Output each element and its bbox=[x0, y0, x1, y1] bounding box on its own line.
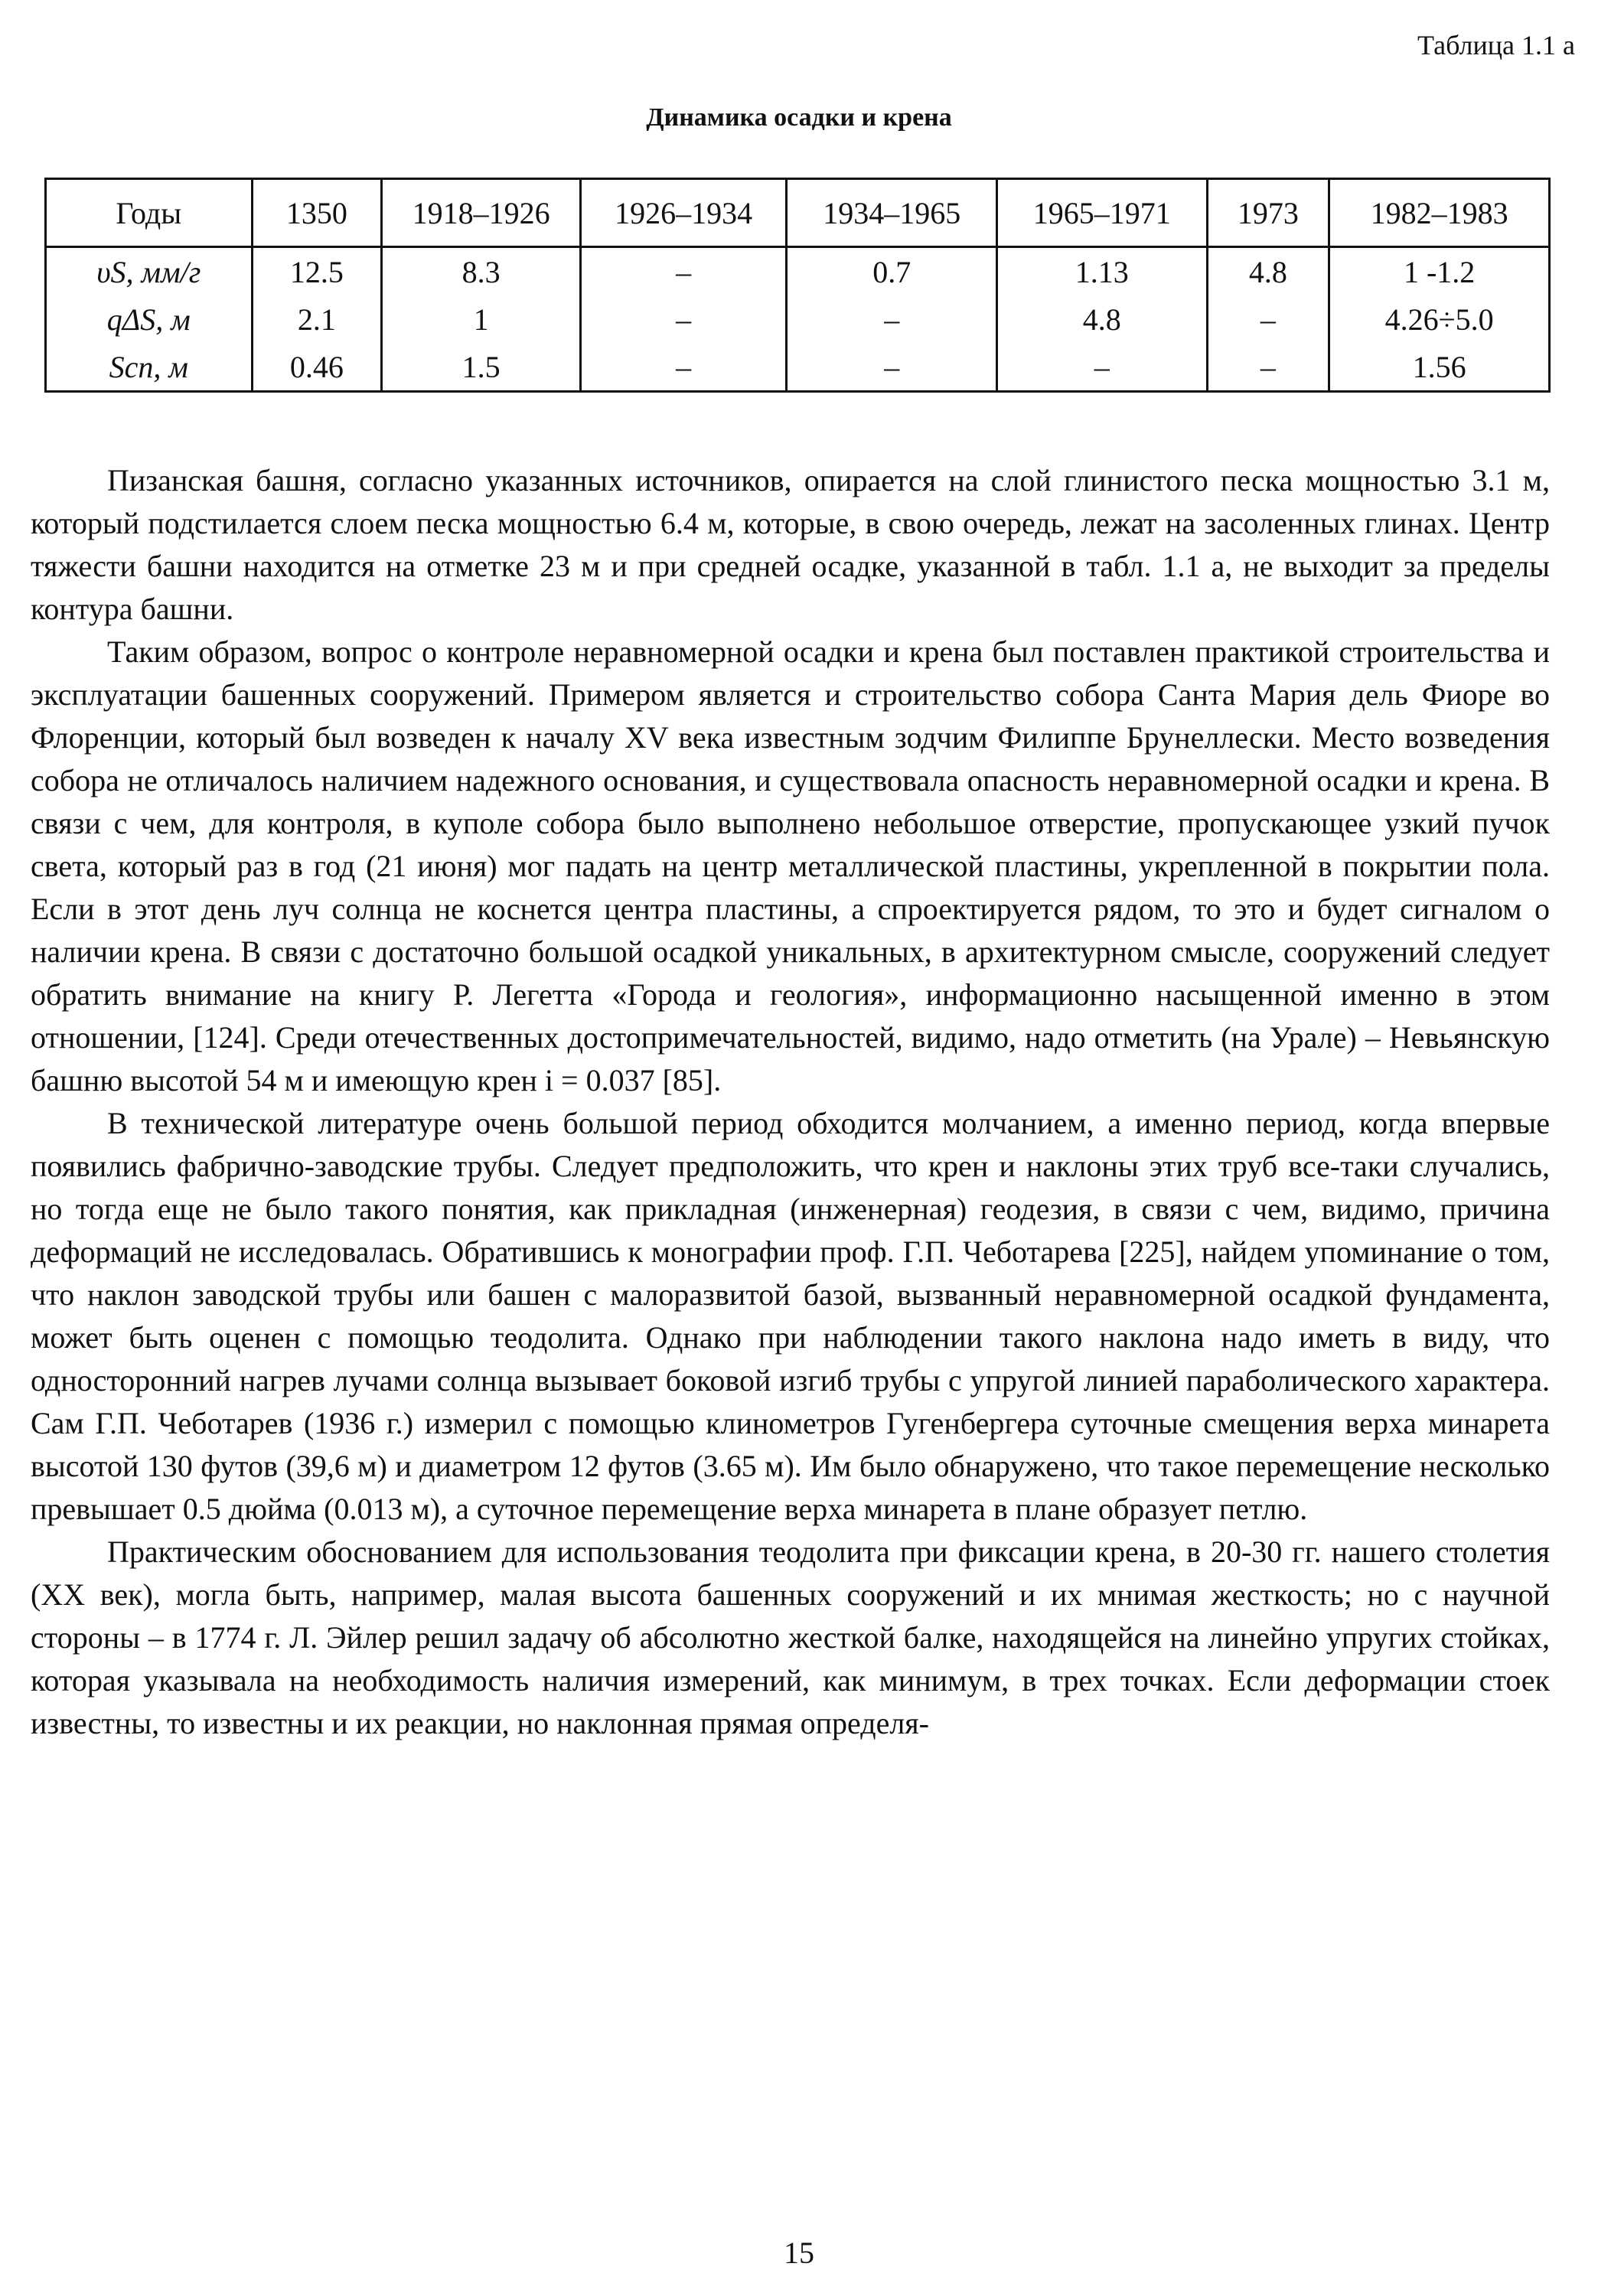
table-cell: 4.26÷5.0 bbox=[1329, 295, 1550, 343]
table-cell: 1.13 bbox=[996, 247, 1207, 296]
table-cell: 4.8 bbox=[1207, 247, 1329, 296]
paragraph: Пизанская башня, согласно указанных источников, опирается на слой глинистого песка мощностью 3.1 м, который подстилается слоем песка мощностью 6.4 м, которые, в свою очередь, лежат на засоленных глинах. Центр тяжести башни находится на отметке 23 м и при средней осадке, указанной в табл. 1.1 а, не выходит за пределы контура башни. bbox=[31, 463, 1550, 626]
paragraph: В технической литературе очень большой период обходится молчанием, а именно период, когда впервые появились фабрично-заводские трубы. Следует предположить, что крен и наклоны этих труб все-таки случались, но тогда еще не было такого понятия, как прикладная (инженерная) геодезия, в связи с чем, видимо, причина деформаций не исследовалась. Обратившись к монографии проф. Г.П. Чеботарева [225], найдем упоминание о том, что наклон заводской трубы или башен с малоразвитой базой, вызванный неравномерной осадкой фундамента, может быть оценен с помощью теодолита. Однако при наблюдении такого наклона надо иметь в виду, что односторонний нагрев лучами солнца вызывает боковой изгиб трубы с упругой линией параболического характера. Сам Г.П. Чеботарев (1936 г.) измерил с помощью клинометров Гугенбергера суточные смещения верха минарета высотой 130 футов (39,6 м) и диаметром 12 футов (3.65 м). Им было обнаружено, что такое перемещение несколько превышает 0.5 дюйма (0.013 м), а суточное перемещение верха минарета в плане образует петлю. bbox=[31, 1106, 1550, 1526]
table-cell: 1 -1.2 bbox=[1329, 247, 1550, 296]
page-number: 15 bbox=[784, 2236, 814, 2270]
table-title: Динамика осадки и крена bbox=[646, 103, 952, 132]
table-label: Таблица 1.1 а bbox=[1417, 30, 1575, 60]
table-cell: 0.46 bbox=[252, 343, 382, 392]
table-cell: 1.5 bbox=[382, 343, 581, 392]
table-row bbox=[46, 295, 1550, 343]
table-cell: – bbox=[996, 343, 1207, 392]
header-cell: 1918–1926 bbox=[382, 179, 581, 247]
table-cell: – bbox=[787, 343, 997, 392]
table-cell: 12.5 bbox=[252, 247, 382, 296]
header-cell: 1982–1983 bbox=[1329, 179, 1550, 247]
table-cell: 4.8 bbox=[996, 295, 1207, 343]
paragraph: Практическим обоснованием для использования теодолита при фиксации крена, в 20-30 гг. нашего столетия (XX век), могла быть, например, малая высота башенных сооружений и их мнимая жесткость; но с научной стороны – в 1774 г. Л. Эйлер решил задачу об абсолютно жесткой балке, находящейся на линейно упругих стойках, которая указывала на необходимость наличия измерений, как минимум, в трех точках. Если деформации стоек известны, то известны и их реакции, но наклонная прямая определя- bbox=[31, 1534, 1550, 1740]
table-cell: 8.3 bbox=[382, 247, 581, 296]
row-label: Sсп, м bbox=[46, 343, 253, 392]
table-cell: – bbox=[580, 247, 787, 296]
header-cell: 1926–1934 bbox=[580, 179, 787, 247]
table-cell: – bbox=[1207, 343, 1329, 392]
paragraph: Таким образом, вопрос о контроле неравномерной осадки и крена был поставлен практикой строительства и эксплуатации башенных сооружений. Примером является и строительство собора Санта Мария дель Фиоре во Флоренции, который был возведен к началу XV века известным зодчим Филиппе Брунеллески. Место возведения собора не отличалось наличием надежного основания, и существовала опасность неравномерной осадки и крена. В связи с чем, для контроля, в куполе собора было выполнено небольшое отверстие, пропускающее узкий пучок света, который раз в год (21 июня) мог падать на центр металлической пластины, укрепленной в покрытии пола. Если в этот день луч солнца не коснется центра пластины, а спроектируется рядом, то это и будет сигналом о наличии крена. В связи с достаточно большой осадкой уникальных, в архитектурном смысле, сооружений следует обратить внимание на книгу Р. Легетта «Города и геология», информационно насыщенной именно в этом отношении, [124]. Среди отечественных достопримечательностей, видимо, надо отметить (на Урале) – Невьянскую башню высотой 54 м и имеющую крен i = 0.037 [85]. bbox=[31, 634, 1550, 1097]
body-text bbox=[31, 459, 1550, 1745]
table-cell: – bbox=[580, 295, 787, 343]
header-cell: Годы bbox=[46, 179, 253, 247]
header-cell: 1934–1965 bbox=[787, 179, 997, 247]
settlement-tilt-table bbox=[44, 178, 1551, 393]
table-cell: – bbox=[787, 295, 997, 343]
header-cell: 1965–1971 bbox=[996, 179, 1207, 247]
header-cell: 1350 bbox=[252, 179, 382, 247]
table-cell: 2.1 bbox=[252, 295, 382, 343]
table-header-row bbox=[46, 179, 1550, 247]
table-cell: 1 bbox=[382, 295, 581, 343]
table-row bbox=[46, 343, 1550, 392]
table-cell: 1.56 bbox=[1329, 343, 1550, 392]
table-cell: 0.7 bbox=[787, 247, 997, 296]
table-cell: – bbox=[1207, 295, 1329, 343]
table-row bbox=[46, 247, 1550, 296]
row-label: υS, мм/г bbox=[46, 247, 253, 296]
row-label: qΔS, м bbox=[46, 295, 253, 343]
header-cell: 1973 bbox=[1207, 179, 1329, 247]
table-cell: – bbox=[580, 343, 787, 392]
